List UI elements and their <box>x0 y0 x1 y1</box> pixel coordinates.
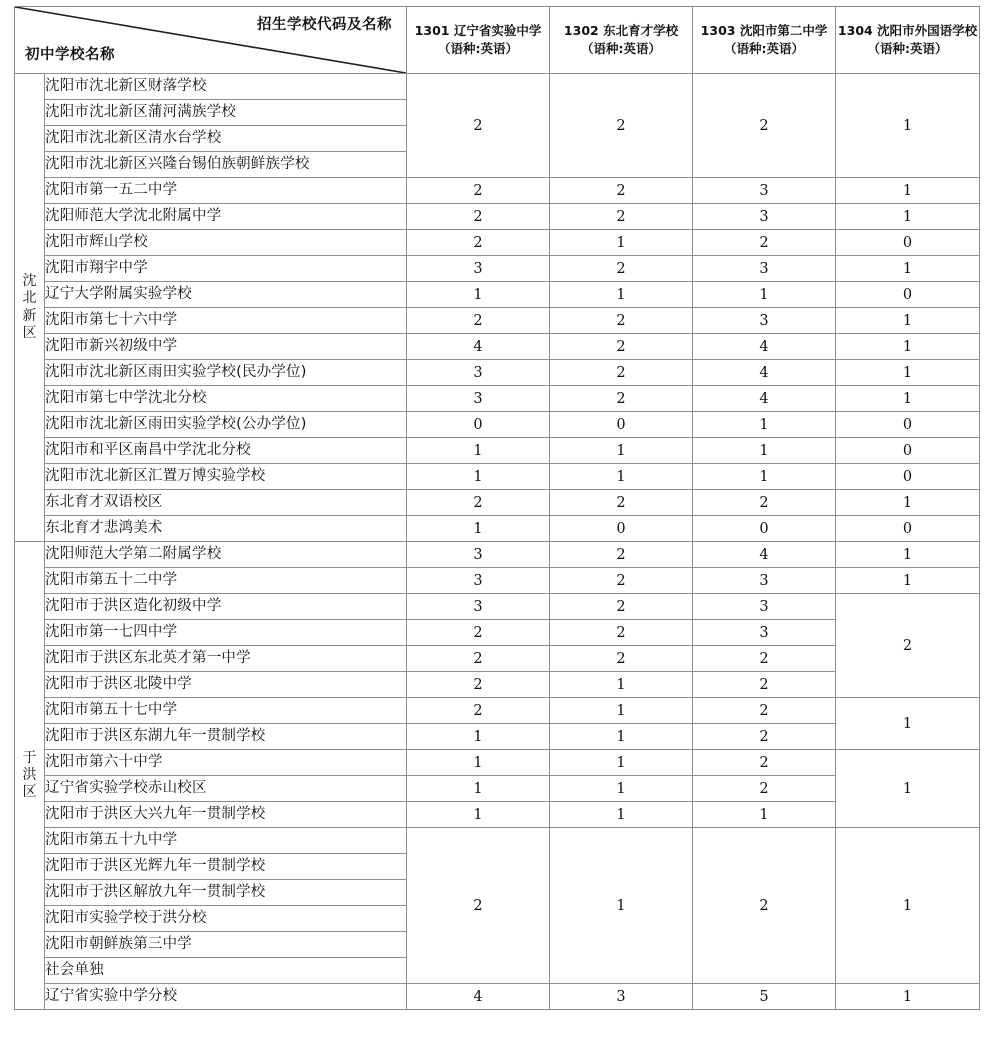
table-row <box>15 568 980 594</box>
table-row <box>15 386 980 412</box>
quota-cell-1303: 3 <box>693 308 836 334</box>
quota-cell-1301: 1 <box>407 464 550 490</box>
quota-cell-1303: 2 <box>693 230 836 256</box>
school-name-cell: 沈阳市于洪区大兴九年一贯制学校 <box>45 802 407 828</box>
column-header-1304 <box>836 7 980 74</box>
table-row <box>15 438 980 464</box>
table-row <box>15 308 980 334</box>
column-header-1301 <box>407 7 550 74</box>
table-row <box>15 750 980 776</box>
quota-cell-1302: 1 <box>550 698 693 724</box>
quota-cell-1303: 2 <box>693 74 836 178</box>
table-row <box>15 204 980 230</box>
school-name-cell: 沈阳市和平区南昌中学沈北分校 <box>45 438 407 464</box>
district-label-char: 北 <box>22 290 37 307</box>
quota-cell-1303: 2 <box>693 828 836 984</box>
corner-header-cell <box>15 7 407 74</box>
quota-cell-1301: 1 <box>407 438 550 464</box>
quota-cell-1301: 2 <box>407 178 550 204</box>
district-label-char: 洪 <box>22 766 37 783</box>
quota-cell-1302: 1 <box>550 724 693 750</box>
quota-cell-1303: 2 <box>693 724 836 750</box>
school-name-cell: 沈阳市沈北新区雨田实验学校(公办学位) <box>45 412 407 438</box>
table-row <box>15 334 980 360</box>
quota-cell-1303: 3 <box>693 568 836 594</box>
quota-cell-1302: 2 <box>550 334 693 360</box>
quota-cell-1302: 1 <box>550 672 693 698</box>
table-row <box>15 724 980 750</box>
quota-cell-1303: 4 <box>693 386 836 412</box>
column-header-1304-name: 1304 沈阳市外国语学校 <box>837 22 978 38</box>
district-label-yuhong <box>15 542 45 1010</box>
quota-cell-1303: 3 <box>693 594 836 620</box>
quota-cell-1303: 2 <box>693 490 836 516</box>
quota-cell-1304: 1 <box>836 74 980 178</box>
school-name-cell: 沈阳市于洪区东湖九年一贯制学校 <box>45 724 407 750</box>
quota-cell-1302: 2 <box>550 568 693 594</box>
school-name-cell: 沈阳市朝鲜族第三中学 <box>45 932 407 958</box>
quota-cell-1302: 0 <box>550 516 693 542</box>
quota-cell-1304: 0 <box>836 516 980 542</box>
quota-cell-1301: 2 <box>407 672 550 698</box>
table-row <box>15 620 980 646</box>
table-row <box>15 594 980 620</box>
table-row <box>15 776 980 802</box>
quota-cell-1302: 1 <box>550 750 693 776</box>
quota-cell-1301: 1 <box>407 516 550 542</box>
quota-cell-1304: 1 <box>836 750 980 828</box>
school-name-cell: 沈阳市沈北新区蒲河满族学校 <box>45 100 407 126</box>
quota-cell-1302: 2 <box>550 204 693 230</box>
quota-cell-1303: 2 <box>693 698 836 724</box>
column-header-1302-name: 1302 东北育才学校 <box>563 22 679 38</box>
quota-cell-1304: 1 <box>836 828 980 984</box>
quota-cell-1301: 4 <box>407 984 550 1010</box>
school-name-cell: 沈阳市第六十中学 <box>45 750 407 776</box>
quota-cell-1304: 1 <box>836 698 980 750</box>
district-label-shenbei <box>15 74 45 542</box>
district-label-char: 区 <box>22 324 37 341</box>
school-name-cell: 沈阳市第七十六中学 <box>45 308 407 334</box>
school-name-cell: 辽宁大学附属实验学校 <box>45 282 407 308</box>
table-row <box>15 542 980 568</box>
table-row <box>15 672 980 698</box>
quota-cell-1303: 1 <box>693 438 836 464</box>
quota-cell-1301: 2 <box>407 698 550 724</box>
quota-cell-1302: 2 <box>550 386 693 412</box>
quota-cell-1303: 3 <box>693 204 836 230</box>
quota-cell-1304: 1 <box>836 178 980 204</box>
quota-cell-1303: 1 <box>693 464 836 490</box>
school-name-cell: 沈阳市沈北新区汇置万博实验学校 <box>45 464 407 490</box>
quota-cell-1301: 3 <box>407 542 550 568</box>
district-label-char: 区 <box>22 784 37 801</box>
column-header-1302-language: （语种:英语） <box>581 41 661 56</box>
table-row <box>15 282 980 308</box>
quota-cell-1304: 1 <box>836 308 980 334</box>
school-name-cell: 辽宁省实验学校赤山校区 <box>45 776 407 802</box>
school-name-cell: 沈阳市辉山学校 <box>45 230 407 256</box>
school-name-cell: 沈阳市第五十七中学 <box>45 698 407 724</box>
quota-cell-1304: 0 <box>836 230 980 256</box>
quota-cell-1302: 1 <box>550 828 693 984</box>
school-name-cell: 辽宁省实验中学分校 <box>45 984 407 1010</box>
quota-cell-1302: 2 <box>550 542 693 568</box>
quota-cell-1301: 0 <box>407 412 550 438</box>
quota-cell-1301: 2 <box>407 74 550 178</box>
quota-cell-1303: 3 <box>693 256 836 282</box>
quota-cell-1304: 1 <box>836 490 980 516</box>
quota-cell-1302: 1 <box>550 438 693 464</box>
quota-cell-1302: 1 <box>550 464 693 490</box>
quota-cell-1301: 1 <box>407 282 550 308</box>
school-name-cell: 沈阳市沈北新区雨田实验学校(民办学位) <box>45 360 407 386</box>
quota-cell-1302: 1 <box>550 776 693 802</box>
quota-cell-1301: 1 <box>407 802 550 828</box>
quota-cell-1303: 5 <box>693 984 836 1010</box>
school-name-cell: 沈阳市新兴初级中学 <box>45 334 407 360</box>
quota-cell-1304: 1 <box>836 542 980 568</box>
quota-cell-1303: 3 <box>693 178 836 204</box>
table-row <box>15 464 980 490</box>
column-header-1301-language: （语种:英语） <box>438 41 518 56</box>
table-row <box>15 230 980 256</box>
quota-cell-1303: 0 <box>693 516 836 542</box>
table-row <box>15 802 980 828</box>
quota-cell-1302: 2 <box>550 178 693 204</box>
column-header-1303-language: （语种:英语） <box>724 41 804 56</box>
school-name-cell: 沈阳师范大学沈北附属中学 <box>45 204 407 230</box>
quota-cell-1303: 4 <box>693 542 836 568</box>
table-row <box>15 828 980 854</box>
quota-cell-1301: 4 <box>407 334 550 360</box>
table-row <box>15 256 980 282</box>
school-name-cell: 沈阳市实验学校于洪分校 <box>45 906 407 932</box>
column-header-1301-name: 1301 辽宁省实验中学 <box>414 22 542 38</box>
quota-cell-1303: 2 <box>693 776 836 802</box>
school-name-cell: 东北育才双语校区 <box>45 490 407 516</box>
quota-cell-1302: 2 <box>550 256 693 282</box>
quota-cell-1301: 2 <box>407 828 550 984</box>
corner-column-label: 招生学校代码及名称 <box>257 17 392 33</box>
school-name-cell: 沈阳市于洪区北陵中学 <box>45 672 407 698</box>
district-label-char: 新 <box>22 307 37 324</box>
table-row <box>15 490 980 516</box>
enrollment-table <box>14 6 980 1010</box>
quota-cell-1303: 2 <box>693 750 836 776</box>
quota-cell-1301: 2 <box>407 646 550 672</box>
quota-cell-1302: 2 <box>550 646 693 672</box>
quota-cell-1304: 1 <box>836 204 980 230</box>
column-header-1302 <box>550 7 693 74</box>
table-row <box>15 74 980 100</box>
school-name-cell: 沈阳市沈北新区兴隆台锡伯族朝鲜族学校 <box>45 152 407 178</box>
quota-cell-1303: 1 <box>693 412 836 438</box>
quota-cell-1301: 2 <box>407 308 550 334</box>
table-body <box>15 74 980 1010</box>
school-name-cell: 沈阳市第五十二中学 <box>45 568 407 594</box>
quota-cell-1301: 1 <box>407 724 550 750</box>
quota-cell-1301: 3 <box>407 360 550 386</box>
quota-cell-1303: 4 <box>693 334 836 360</box>
quota-cell-1303: 2 <box>693 646 836 672</box>
quota-cell-1302: 2 <box>550 360 693 386</box>
quota-cell-1302: 2 <box>550 594 693 620</box>
quota-cell-1301: 3 <box>407 256 550 282</box>
school-name-cell: 沈阳师范大学第二附属学校 <box>45 542 407 568</box>
table-row <box>15 698 980 724</box>
corner-row-label: 初中学校名称 <box>25 47 115 63</box>
quota-cell-1301: 2 <box>407 230 550 256</box>
column-header-1303 <box>693 7 836 74</box>
quota-cell-1301: 2 <box>407 620 550 646</box>
quota-cell-1302: 2 <box>550 490 693 516</box>
quota-cell-1304: 1 <box>836 334 980 360</box>
quota-cell-1304: 0 <box>836 412 980 438</box>
quota-cell-1301: 1 <box>407 776 550 802</box>
school-name-cell: 沈阳市于洪区解放九年一贯制学校 <box>45 880 407 906</box>
school-name-cell: 沈阳市第一五二中学 <box>45 178 407 204</box>
quota-cell-1303: 3 <box>693 620 836 646</box>
quota-cell-1304: 0 <box>836 464 980 490</box>
quota-cell-1302: 2 <box>550 308 693 334</box>
quota-cell-1304: 0 <box>836 282 980 308</box>
quota-cell-1302: 2 <box>550 74 693 178</box>
quota-cell-1304: 1 <box>836 568 980 594</box>
table-row <box>15 646 980 672</box>
column-header-1303-name: 1303 沈阳市第二中学 <box>700 22 828 38</box>
school-name-cell: 沈阳市于洪区光辉九年一贯制学校 <box>45 854 407 880</box>
quota-cell-1302: 0 <box>550 412 693 438</box>
quota-cell-1302: 1 <box>550 802 693 828</box>
district-label-char: 沈 <box>22 273 37 290</box>
quota-cell-1301: 3 <box>407 594 550 620</box>
quota-cell-1301: 3 <box>407 568 550 594</box>
quota-cell-1301: 2 <box>407 490 550 516</box>
header-row <box>15 7 980 74</box>
quota-cell-1301: 1 <box>407 750 550 776</box>
table-row <box>15 516 980 542</box>
school-name-cell: 沈阳市于洪区造化初级中学 <box>45 594 407 620</box>
quota-cell-1303: 1 <box>693 282 836 308</box>
school-name-cell: 沈阳市第一七四中学 <box>45 620 407 646</box>
quota-cell-1303: 4 <box>693 360 836 386</box>
table-header <box>15 7 980 74</box>
quota-cell-1303: 1 <box>693 802 836 828</box>
table-row <box>15 178 980 204</box>
school-name-cell: 沈阳市翔宇中学 <box>45 256 407 282</box>
quota-cell-1304: 1 <box>836 984 980 1010</box>
column-header-1304-language: （语种:英语） <box>867 41 948 56</box>
school-name-cell: 沈阳市沈北新区清水台学校 <box>45 126 407 152</box>
school-name-cell: 沈阳市第七中学沈北分校 <box>45 386 407 412</box>
quota-cell-1301: 3 <box>407 386 550 412</box>
quota-cell-1301: 2 <box>407 204 550 230</box>
school-name-cell: 沈阳市沈北新区财落学校 <box>45 74 407 100</box>
table-row <box>15 360 980 386</box>
quota-cell-1304: 1 <box>836 256 980 282</box>
school-name-cell: 沈阳市于洪区东北英才第一中学 <box>45 646 407 672</box>
quota-cell-1302: 1 <box>550 230 693 256</box>
quota-cell-1304: 2 <box>836 594 980 698</box>
quota-cell-1302: 2 <box>550 620 693 646</box>
quota-cell-1304: 1 <box>836 386 980 412</box>
school-name-cell: 沈阳市第五十九中学 <box>45 828 407 854</box>
quota-cell-1304: 1 <box>836 360 980 386</box>
school-name-cell: 社会单独 <box>45 958 407 984</box>
quota-cell-1303: 2 <box>693 672 836 698</box>
quota-cell-1302: 3 <box>550 984 693 1010</box>
school-name-cell: 东北育才悲鸿美术 <box>45 516 407 542</box>
quota-cell-1304: 0 <box>836 438 980 464</box>
district-label-char: 于 <box>22 749 37 766</box>
quota-cell-1302: 1 <box>550 282 693 308</box>
table-row <box>15 984 980 1010</box>
table-row <box>15 412 980 438</box>
